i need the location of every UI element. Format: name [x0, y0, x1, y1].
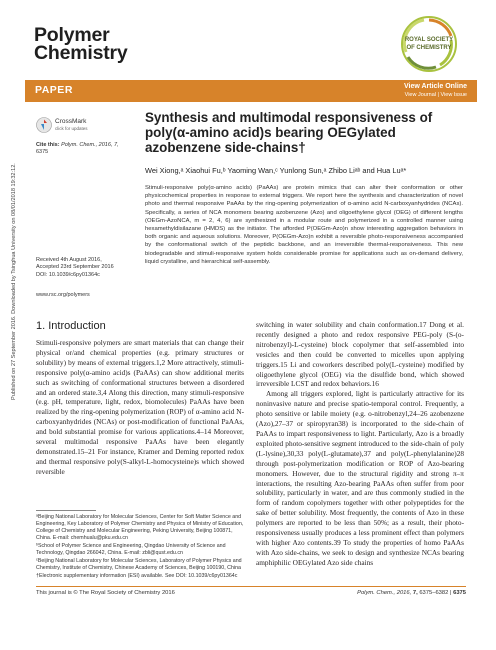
- view-journal-link[interactable]: View Journal | View Issue: [404, 92, 467, 98]
- author-list: Wei Xiong,ᵃ Xiaohui Fu,ᵇ Yaoming Wan,ᶜ Yunlong Sun,ᵃ Zhibo Liᵃᵇ and Hua Luᵃ*: [145, 166, 407, 175]
- crossmark-sub: click for updates: [55, 126, 88, 131]
- crossmark-icon: [36, 117, 52, 133]
- article-title: Synthesis and multimodal responsiveness of poly(α-amino acid)s bearing OEGylated azobenzene side-chains†: [145, 110, 433, 156]
- crossmark-label: CrossMark: [55, 118, 87, 125]
- citation-block: [36, 142, 136, 156]
- rsc-logo-line1: ROYAL SOCIETY: [404, 37, 454, 43]
- journal-name-line2: Chemistry: [34, 42, 128, 64]
- body-column-left: [36, 338, 244, 508]
- cite-pages: 6375: [36, 149, 49, 156]
- footer-divider: [36, 586, 466, 587]
- footnote: ᶜBeijing National Laboratory for Molecular Sciences, Laboratory of Polymer Physics and Chemistry, Institute of Chemistry, Chinese Academy of Sciences, Beijing 100190, China: [36, 558, 242, 571]
- section-heading: 1. Introduction: [36, 320, 106, 332]
- cite-text: Polym. Chem., 2016, 7,: [61, 142, 119, 148]
- footnote: ᵇSchool of Polymer Science and Engineering, Qingdao University of Science and Technology, Qingdao 266042, China. E-mail: zbli@qust.edu.cn: [36, 543, 226, 556]
- paragraph: switching in water solubility and chain conformation.17 Dong et al. recently designed a photo and redox responsive PEG-poly (S-(o-nitrobenzyl)-L-cysteine) block copolymer that self-assembled into vesicles and then could be converted to micelles upon applying triggers.15 Li and coworkers described poly(L-cysteine) modified by oligoethylene glycol (OEG) via the disulfide bond, which showed irreversible LCST and redox behaviors.16: [256, 320, 464, 389]
- footnote-divider: [36, 510, 96, 511]
- doi[interactable]: DOI: 10.1039/c6py01364c: [36, 271, 100, 278]
- footer-copyright: This journal is © The Royal Society of Chemistry 2016: [36, 590, 175, 596]
- article-dates: [36, 257, 136, 279]
- footer-journal: Polym. Chem., 2016,: [357, 590, 412, 596]
- footnote: ᵃBeijing National Laboratory for Molecular Sciences, Center for Soft Matter Science and Engineering, Key Laboratory of Polymer Chemistry and Physics of Ministry of Education, College of Chemistry and Molecular Engineering, Peking University, Beijing 100871, China. E-mail: chemhualu@pku.edu.cn: [36, 514, 244, 541]
- affiliations-footnotes: [36, 514, 244, 589]
- article-type-banner: [25, 80, 477, 102]
- banner-links: [404, 82, 467, 99]
- view-article-online-link[interactable]: View Article Online: [403, 83, 467, 90]
- footer-volume: 7,: [412, 590, 418, 596]
- received-date: Received 4th August 2016,: [36, 257, 102, 263]
- journal-name-line1: Polymer: [34, 24, 110, 46]
- footer-citation: [357, 590, 466, 596]
- accepted-date: Accepted 23rd September 2016: [36, 264, 114, 271]
- abstract: Stimuli-responsive poly(α-amino acids) (PaAAs) are protein mimics that can alter their conformation or other physicochemical properties in response to external triggers. We report here the synthesis and characterization of novel photo and thermal responsive PaAAs by the ring-opening polymerization of α-amino acid N-carboxyanhydrides (NCAs). Specifically, a series of NCA monomers bearing azobenzene (Azo) and oligoethylene glycol (OEG) of different lengths (OEGm-AzoNCA, m = 2, 4, 6) are synthesized in a modular route and polymerized in a controlled manner using hexamethyldisilazane (HMDS) as the initiator. The afforded P(OEGm-Azo)n show interesting aggregation behaviors in both organic and aqueous solutions. Moreover, P(OEGm-Azo)n exhibit a reversible photo-responsiveness accompanied by the conformational switch of the peptidic backbone, and an irreversible thermal-responsiveness. This new biodegradable and stimuli-responsive system holds considerable promise for applications such as on-demand delivery, liquid crystalline, and hierarchical self-assembly.: [145, 185, 463, 265]
- footer-page-number: 6375: [453, 590, 466, 596]
- rsc-logo-line2: OF CHEMISTRY: [406, 45, 452, 51]
- body-column-right: [256, 320, 464, 578]
- footer-pages: 6375–6382 |: [419, 590, 452, 596]
- paragraph: Stimuli-responsive polymers are smart materials that can change their physical or/and chemical properties (e.g. primary structures or solubility) by means of external triggers.1,2 More attractively, stimuli-responsive poly(α-amino acid)s (PaAAs) can show additional merits such as switching of conformational structures between a disordered and an ordered state.3,4 Along this direction, many stimuli-responsive (e.g. pH, temperature, light, redox, biomolecules) PaAAs have been realized by the ring-opening polymerization (ROP) of α-amino acid N-carboxyanhydrides (NCAs) or post-modification of functional PaAAs, and bold substantial promise for various applications.4–14 Moreover, several multimodal responsive PaAAs have been elegantly demonstrated.15–21 For instance, Kramer and Deming reported redox and thermal responsive poly(S-alkyl-L-homocysteine)s which showed reversible: [36, 338, 244, 476]
- cite-label: Cite this:: [36, 142, 60, 148]
- journal-name: [34, 26, 128, 62]
- rsc-logo-icon: [388, 14, 470, 80]
- download-sidebar: [9, 150, 19, 400]
- article-type-label: PAPER: [35, 84, 73, 96]
- download-sidebar-text: Published on 27 September 2016. Downloaded by Tsinghua University on 08/01/2018 19:32:12.: [11, 163, 17, 400]
- crossmark-badge[interactable]: [36, 116, 106, 136]
- footnote: †Electronic supplementary information (ESI) available. See DOI: 10.1039/c6py01364c: [36, 573, 238, 579]
- journal-url[interactable]: www.rsc.org/polymers: [36, 292, 90, 298]
- paragraph: Among all triggers explored, light is particularly attractive for its noninvasive nature and precise spatio-temporal control. Frequently, a photo sensitive or labile moiety (e.g. o-nitrobenzyl,24–26 azobenzene (Azo),27–37 or spiropyran38) is incorporated to the side-chain of PaAAs to impart responsiveness to light. Particularly, Azo is a broadly exploited photo-sensitive segment introduced to the side-chain of poly (L-lysine),30,33 poly(L-glutamate),37 and poly(L-phenylalanine)28 through post-polymerization modification or ROP of Azo-bearing monomers. However, due to the structural rigidity and strong π–π interactions, the resulting Azo-bearing PaAAs often suffer from poor solubility, particularly in water, and are thus commonly studied in the form of random copolymers together with other polypeptides for the sake of better solubility. Most frequently, the contents of Azo in these polymers are reported to be less than 50%; as a result, their photo-responsiveness usually produces a less prominent effect than polymers with higher Azo contents.39 To study the properties of homo PaAAs with Azo side-chains, we seek to design and synthesize NCAs bearing amphiphilic OEGylated Azo side chains: [256, 389, 464, 567]
